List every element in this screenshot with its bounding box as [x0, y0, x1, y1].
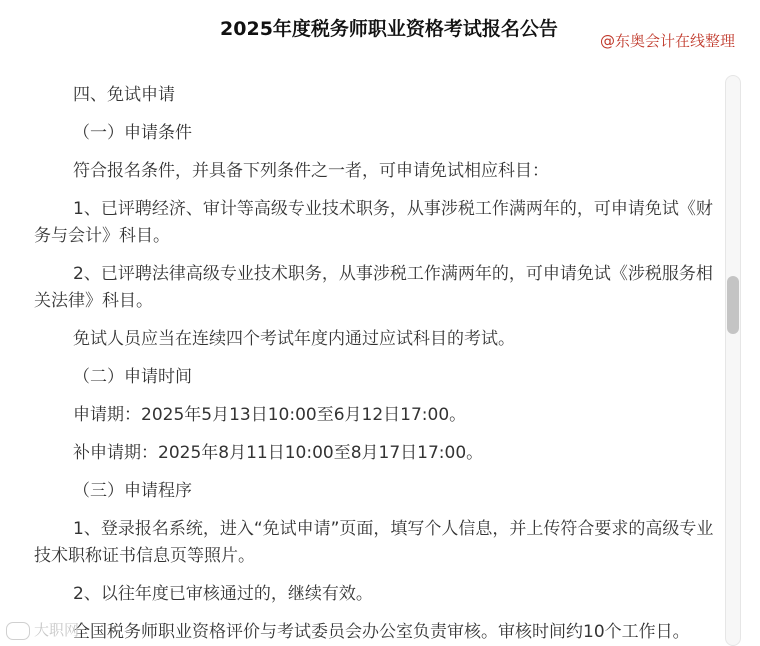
paragraph: 2、以往年度已审核通过的，继续有效。	[73, 584, 373, 604]
paragraph: 申请期：2025年5月13日10:00至6月12日17:00。	[73, 405, 467, 425]
paragraph: 补申请期：2025年8月11日10:00至8月17日17:00。	[73, 443, 484, 463]
scrollbar-thumb[interactable]	[727, 276, 739, 334]
vertical-scrollbar[interactable]	[725, 75, 741, 646]
paragraph: 1、登录报名系统，进入“免试申请”页面，填写个人信息，并上传符合要求的高级专业技术职称证书信息页等照片。	[34, 519, 714, 566]
header	[0, 0, 760, 62]
section-heading: 四、免试申请	[73, 85, 175, 105]
paragraph: 全国税务师职业资格评价与考试委员会办公室负责审核。审核时间约10个工作日。	[73, 622, 690, 642]
watermark-logo-icon	[6, 622, 30, 640]
source-watermark: @东奥会计在线整理	[600, 32, 736, 50]
paragraph: 免试人员应当在连续四个考试年度内通过应试科目的考试。	[73, 329, 515, 349]
subsection-heading: （一）申请条件	[73, 123, 192, 143]
paragraph: 1、已评聘经济、审计等高级专业技术职务，从事涉税工作满两年的，可申请免试《财务与会计》科目。	[34, 199, 713, 246]
subsection-heading: （二）申请时间	[73, 367, 192, 387]
footer-watermark	[6, 619, 79, 640]
footer-watermark-text: 大职网	[34, 621, 80, 639]
paragraph: 符合报名条件，并具备下列条件之一者，可申请免试相应科目：	[73, 161, 549, 181]
document-body	[34, 82, 720, 646]
page-title: 2025年度税务师职业资格考试报名公告	[220, 18, 558, 40]
subsection-heading: （三）申请程序	[73, 481, 192, 501]
paragraph: 2、已评聘法律高级专业技术职务，从事涉税工作满两年的，可申请免试《涉税服务相关法律》科目。	[34, 264, 713, 311]
